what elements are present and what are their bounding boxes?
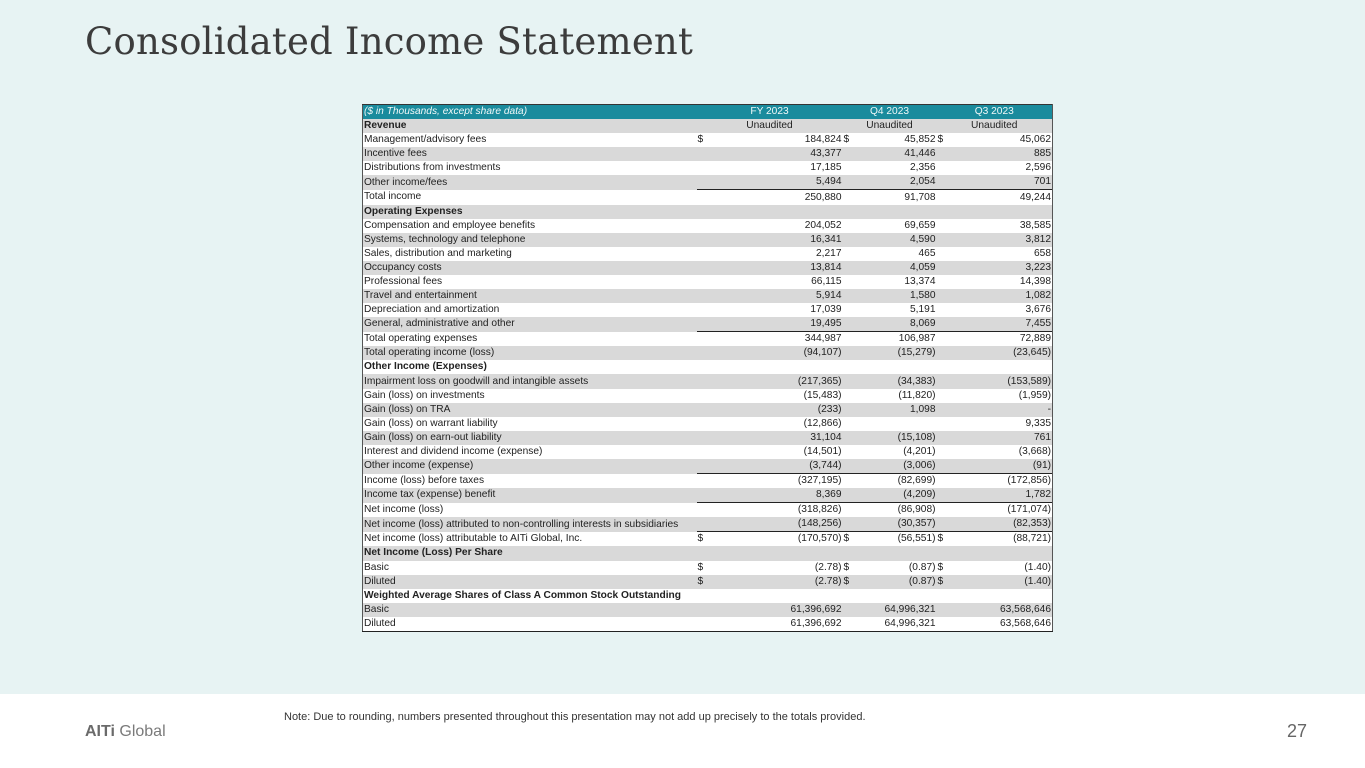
table-row — [363, 503, 1053, 518]
row-label: Other Income (Expenses) — [363, 360, 697, 374]
currency-symbol — [843, 289, 855, 303]
value-q4-2023: 91,708 — [855, 190, 937, 205]
currency-symbol — [937, 488, 949, 503]
table-row — [363, 431, 1053, 445]
value-q4-2023: (3,006) — [855, 459, 937, 474]
row-label: Incentive fees — [363, 147, 697, 161]
table-row — [363, 517, 1053, 532]
row-label: Professional fees — [363, 275, 697, 289]
currency-symbol: $ — [843, 561, 855, 575]
value-fy2023: 17,185 — [709, 161, 843, 175]
currency-symbol — [843, 517, 855, 532]
value-q3-2023: 45,062 — [949, 133, 1053, 147]
company-logo — [85, 723, 166, 741]
currency-symbol — [843, 190, 855, 205]
row-label: Basic — [363, 603, 697, 617]
table-row — [363, 575, 1053, 589]
value-q3-2023: (23,645) — [949, 346, 1053, 360]
value-q4-2023: 4,590 — [855, 233, 937, 247]
value-q4-2023: (11,820) — [855, 389, 937, 403]
value-q3-2023: 63,568,646 — [949, 603, 1053, 617]
row-label: Total income — [363, 190, 697, 205]
value-q4-2023: (15,279) — [855, 346, 937, 360]
row-label: Sales, distribution and marketing — [363, 247, 697, 261]
header-q4-2023: Q4 2023 — [843, 105, 937, 120]
currency-symbol: $ — [697, 561, 709, 575]
currency-symbol — [697, 190, 709, 205]
value-fy2023: (3,744) — [709, 459, 843, 474]
value-fy2023: (15,483) — [709, 389, 843, 403]
table-row — [363, 403, 1053, 417]
currency-symbol — [937, 247, 949, 261]
value-q4-2023: 69,659 — [855, 219, 937, 233]
currency-symbol — [697, 147, 709, 161]
value-q3-2023: 72,889 — [949, 332, 1053, 347]
table-row — [363, 175, 1053, 190]
currency-symbol — [937, 233, 949, 247]
value-q3-2023: (3,668) — [949, 445, 1053, 459]
currency-symbol: $ — [937, 133, 949, 147]
logo-text: Global — [114, 723, 166, 740]
currency-symbol — [843, 219, 855, 233]
income-statement-body — [363, 133, 1053, 631]
value-q4-2023: (4,209) — [855, 488, 937, 503]
row-label: Occupancy costs — [363, 261, 697, 275]
currency-symbol — [843, 503, 855, 518]
table-row — [363, 133, 1053, 147]
audit-status-fy2023: Unaudited — [697, 119, 843, 133]
value-fy2023: (318,826) — [709, 503, 843, 518]
currency-symbol — [697, 431, 709, 445]
value-q3-2023: 3,676 — [949, 303, 1053, 317]
value-q4-2023: 64,996,321 — [855, 603, 937, 617]
section-spacer — [697, 360, 1053, 374]
value-q4-2023: (0.87) — [855, 561, 937, 575]
value-q3-2023: 761 — [949, 431, 1053, 445]
section-spacer — [697, 546, 1053, 560]
row-label: Income (loss) before taxes — [363, 474, 697, 489]
table-row — [363, 417, 1053, 431]
table-row — [363, 233, 1053, 247]
row-label: Depreciation and amortization — [363, 303, 697, 317]
currency-symbol — [937, 332, 949, 347]
value-q4-2023: (30,357) — [855, 517, 937, 532]
currency-symbol — [697, 374, 709, 388]
currency-symbol — [843, 403, 855, 417]
currency-symbol — [843, 445, 855, 459]
currency-symbol — [843, 389, 855, 403]
table-row — [363, 532, 1053, 547]
currency-symbol: $ — [697, 133, 709, 147]
currency-symbol — [697, 488, 709, 503]
value-fy2023: 43,377 — [709, 147, 843, 161]
audit-status-q4-2023: Unaudited — [843, 119, 937, 133]
table-row — [363, 190, 1053, 205]
row-label: Total operating expenses — [363, 332, 697, 347]
row-label: Diluted — [363, 575, 697, 589]
value-q3-2023: (82,353) — [949, 517, 1053, 532]
row-label: Management/advisory fees — [363, 133, 697, 147]
currency-symbol — [937, 190, 949, 205]
value-fy2023: (217,365) — [709, 374, 843, 388]
row-label: Compensation and employee benefits — [363, 219, 697, 233]
row-label: Net income (loss) attributed to non-controlling interests in subsidiaries — [363, 517, 697, 532]
row-label: Systems, technology and telephone — [363, 233, 697, 247]
table-row — [363, 617, 1053, 632]
value-q4-2023: (34,383) — [855, 374, 937, 388]
value-q3-2023: (91) — [949, 459, 1053, 474]
row-label: Net income (loss) attributable to AITi Global, Inc. — [363, 532, 697, 547]
value-fy2023: (94,107) — [709, 346, 843, 360]
value-q3-2023: 49,244 — [949, 190, 1053, 205]
section-revenue: Revenue — [363, 119, 697, 133]
logo-bold-text: AITi — [85, 723, 115, 740]
currency-symbol: $ — [937, 532, 949, 547]
table-row — [363, 474, 1053, 489]
value-q3-2023: (171,074) — [949, 503, 1053, 518]
value-q4-2023: 5,191 — [855, 303, 937, 317]
row-label: Weighted Average Shares of Class A Common Stock Outstanding — [363, 589, 697, 603]
value-q4-2023: (56,551) — [855, 532, 937, 547]
value-fy2023: (2.78) — [709, 575, 843, 589]
rounding-note: Note: Due to rounding, numbers presented throughout this presentation may not add up precisely to the totals provided. — [284, 711, 866, 723]
value-fy2023: 31,104 — [709, 431, 843, 445]
value-fy2023: 2,217 — [709, 247, 843, 261]
value-fy2023: 13,814 — [709, 261, 843, 275]
value-fy2023: (170,570) — [709, 532, 843, 547]
value-fy2023: (2.78) — [709, 561, 843, 575]
currency-symbol — [697, 459, 709, 474]
revenue-header-row — [363, 119, 1053, 133]
table-row — [363, 247, 1053, 261]
value-q4-2023: 13,374 — [855, 275, 937, 289]
currency-symbol — [843, 275, 855, 289]
row-label: Diluted — [363, 617, 697, 632]
currency-symbol — [937, 175, 949, 190]
table-row — [363, 161, 1053, 175]
table-row — [363, 445, 1053, 459]
value-fy2023: 61,396,692 — [709, 617, 843, 632]
currency-symbol: $ — [843, 133, 855, 147]
value-q3-2023: 9,335 — [949, 417, 1053, 431]
value-fy2023: (327,195) — [709, 474, 843, 489]
value-fy2023: 17,039 — [709, 303, 843, 317]
currency-symbol — [937, 275, 949, 289]
currency-symbol — [843, 603, 855, 617]
currency-symbol — [697, 247, 709, 261]
currency-symbol — [843, 161, 855, 175]
currency-symbol — [697, 233, 709, 247]
audit-status-q3-2023: Unaudited — [937, 119, 1053, 133]
value-q3-2023: 885 — [949, 147, 1053, 161]
currency-symbol — [937, 617, 949, 632]
value-q3-2023: 3,812 — [949, 233, 1053, 247]
currency-symbol: $ — [843, 532, 855, 547]
section-header-row — [363, 205, 1053, 219]
currency-symbol: $ — [697, 532, 709, 547]
value-fy2023: (12,866) — [709, 417, 843, 431]
value-fy2023: 61,396,692 — [709, 603, 843, 617]
value-fy2023: 344,987 — [709, 332, 843, 347]
currency-symbol — [697, 346, 709, 360]
row-label: Impairment loss on goodwill and intangible assets — [363, 374, 697, 388]
value-q4-2023: 465 — [855, 247, 937, 261]
page-title: Consolidated Income Statement — [85, 20, 694, 63]
row-label: Other income (expense) — [363, 459, 697, 474]
value-q3-2023: 1,782 — [949, 488, 1053, 503]
table-row — [363, 332, 1053, 347]
table-row — [363, 488, 1053, 503]
value-fy2023: (148,256) — [709, 517, 843, 532]
currency-symbol — [697, 389, 709, 403]
currency-symbol — [697, 517, 709, 532]
table-row — [363, 289, 1053, 303]
currency-symbol: $ — [937, 561, 949, 575]
table-row — [363, 147, 1053, 161]
income-statement-table — [362, 104, 1053, 632]
row-label: Gain (loss) on TRA — [363, 403, 697, 417]
currency-symbol — [937, 389, 949, 403]
value-q4-2023: 41,446 — [855, 147, 937, 161]
currency-symbol — [843, 346, 855, 360]
currency-symbol — [843, 374, 855, 388]
currency-symbol — [697, 275, 709, 289]
table-row — [363, 374, 1053, 388]
currency-symbol — [843, 431, 855, 445]
section-spacer — [697, 589, 1053, 603]
table-row — [363, 303, 1053, 317]
value-fy2023: (14,501) — [709, 445, 843, 459]
currency-symbol — [937, 603, 949, 617]
section-header-row — [363, 360, 1053, 374]
value-fy2023: 250,880 — [709, 190, 843, 205]
currency-symbol — [697, 617, 709, 632]
currency-symbol: $ — [843, 575, 855, 589]
currency-symbol — [697, 219, 709, 233]
value-q4-2023: (4,201) — [855, 445, 937, 459]
currency-symbol: $ — [697, 575, 709, 589]
value-q4-2023 — [855, 417, 937, 431]
table-row — [363, 459, 1053, 474]
table-row — [363, 317, 1053, 332]
row-label: Income tax (expense) benefit — [363, 488, 697, 503]
row-label: Travel and entertainment — [363, 289, 697, 303]
currency-symbol — [937, 459, 949, 474]
value-fy2023: (233) — [709, 403, 843, 417]
value-q3-2023: (1.40) — [949, 575, 1053, 589]
row-label: General, administrative and other — [363, 317, 697, 332]
value-q4-2023: (86,908) — [855, 503, 937, 518]
value-q3-2023: 14,398 — [949, 275, 1053, 289]
currency-symbol — [697, 474, 709, 489]
row-label: Total operating income (loss) — [363, 346, 697, 360]
value-q3-2023: 1,082 — [949, 289, 1053, 303]
currency-symbol — [843, 488, 855, 503]
currency-symbol — [937, 219, 949, 233]
currency-symbol — [843, 317, 855, 332]
value-q4-2023: 1,098 — [855, 403, 937, 417]
currency-symbol — [843, 617, 855, 632]
currency-symbol — [697, 403, 709, 417]
value-fy2023: 8,369 — [709, 488, 843, 503]
row-label: Other income/fees — [363, 175, 697, 190]
value-fy2023: 16,341 — [709, 233, 843, 247]
currency-symbol — [697, 261, 709, 275]
table-row — [363, 219, 1053, 233]
header-q3-2023: Q3 2023 — [937, 105, 1053, 120]
table-row — [363, 561, 1053, 575]
value-fy2023: 19,495 — [709, 317, 843, 332]
value-fy2023: 5,494 — [709, 175, 843, 190]
currency-symbol — [697, 445, 709, 459]
currency-symbol — [937, 474, 949, 489]
value-q4-2023: 4,059 — [855, 261, 937, 275]
value-q4-2023: 106,987 — [855, 332, 937, 347]
value-q4-2023: 64,996,321 — [855, 617, 937, 632]
row-label: Operating Expenses — [363, 205, 697, 219]
currency-symbol — [697, 417, 709, 431]
currency-symbol — [697, 289, 709, 303]
currency-symbol — [937, 431, 949, 445]
value-q4-2023: 45,852 — [855, 133, 937, 147]
value-q3-2023: (1.40) — [949, 561, 1053, 575]
value-fy2023: 184,824 — [709, 133, 843, 147]
currency-symbol — [937, 303, 949, 317]
value-q3-2023: 7,455 — [949, 317, 1053, 332]
table-header-row — [363, 105, 1053, 120]
row-label: Gain (loss) on earn-out liability — [363, 431, 697, 445]
currency-symbol — [843, 474, 855, 489]
row-label: Gain (loss) on investments — [363, 389, 697, 403]
currency-symbol — [843, 459, 855, 474]
footer-bar — [0, 694, 1365, 768]
currency-symbol — [937, 289, 949, 303]
currency-symbol — [937, 261, 949, 275]
row-label: Interest and dividend income (expense) — [363, 445, 697, 459]
currency-symbol — [843, 417, 855, 431]
value-fy2023: 5,914 — [709, 289, 843, 303]
currency-symbol — [843, 233, 855, 247]
value-q3-2023: 38,585 — [949, 219, 1053, 233]
currency-symbol — [937, 417, 949, 431]
table-row — [363, 346, 1053, 360]
currency-symbol — [843, 332, 855, 347]
currency-symbol — [937, 147, 949, 161]
value-q4-2023: 1,580 — [855, 289, 937, 303]
section-header-row — [363, 589, 1053, 603]
table-row — [363, 603, 1053, 617]
header-units-label: ($ in Thousands, except share data) — [363, 105, 697, 120]
currency-symbol — [843, 303, 855, 317]
currency-symbol — [697, 303, 709, 317]
section-spacer — [697, 205, 1053, 219]
row-label: Gain (loss) on warrant liability — [363, 417, 697, 431]
value-q3-2023: 63,568,646 — [949, 617, 1053, 632]
row-label: Distributions from investments — [363, 161, 697, 175]
header-fy2023: FY 2023 — [697, 105, 843, 120]
value-q3-2023: - — [949, 403, 1053, 417]
value-q3-2023: 658 — [949, 247, 1053, 261]
value-q3-2023: 701 — [949, 175, 1053, 190]
value-q3-2023: (153,589) — [949, 374, 1053, 388]
currency-symbol — [697, 603, 709, 617]
currency-symbol — [843, 147, 855, 161]
currency-symbol: $ — [937, 575, 949, 589]
currency-symbol — [937, 161, 949, 175]
table-row — [363, 275, 1053, 289]
currency-symbol — [937, 346, 949, 360]
value-q4-2023: (15,108) — [855, 431, 937, 445]
currency-symbol — [937, 317, 949, 332]
currency-symbol — [843, 175, 855, 190]
value-fy2023: 66,115 — [709, 275, 843, 289]
currency-symbol — [937, 517, 949, 532]
currency-symbol — [937, 503, 949, 518]
value-q3-2023: (172,856) — [949, 474, 1053, 489]
page-number: 27 — [1286, 721, 1307, 741]
value-q3-2023: (1,959) — [949, 389, 1053, 403]
value-q4-2023: (0.87) — [855, 575, 937, 589]
value-fy2023: 204,052 — [709, 219, 843, 233]
value-q3-2023: 3,223 — [949, 261, 1053, 275]
value-q4-2023: 2,054 — [855, 175, 937, 190]
value-q4-2023: 2,356 — [855, 161, 937, 175]
currency-symbol — [937, 445, 949, 459]
currency-symbol — [937, 403, 949, 417]
currency-symbol — [843, 247, 855, 261]
value-q4-2023: 8,069 — [855, 317, 937, 332]
table-row — [363, 389, 1053, 403]
section-header-row — [363, 546, 1053, 560]
table-row — [363, 261, 1053, 275]
value-q4-2023: (82,699) — [855, 474, 937, 489]
currency-symbol — [697, 332, 709, 347]
row-label: Net income (loss) — [363, 503, 697, 518]
currency-symbol — [697, 175, 709, 190]
currency-symbol — [843, 261, 855, 275]
row-label: Basic — [363, 561, 697, 575]
value-q3-2023: 2,596 — [949, 161, 1053, 175]
currency-symbol — [937, 374, 949, 388]
currency-symbol — [697, 161, 709, 175]
value-q3-2023: (88,721) — [949, 532, 1053, 547]
row-label: Net Income (Loss) Per Share — [363, 546, 697, 560]
currency-symbol — [697, 317, 709, 332]
currency-symbol — [697, 503, 709, 518]
